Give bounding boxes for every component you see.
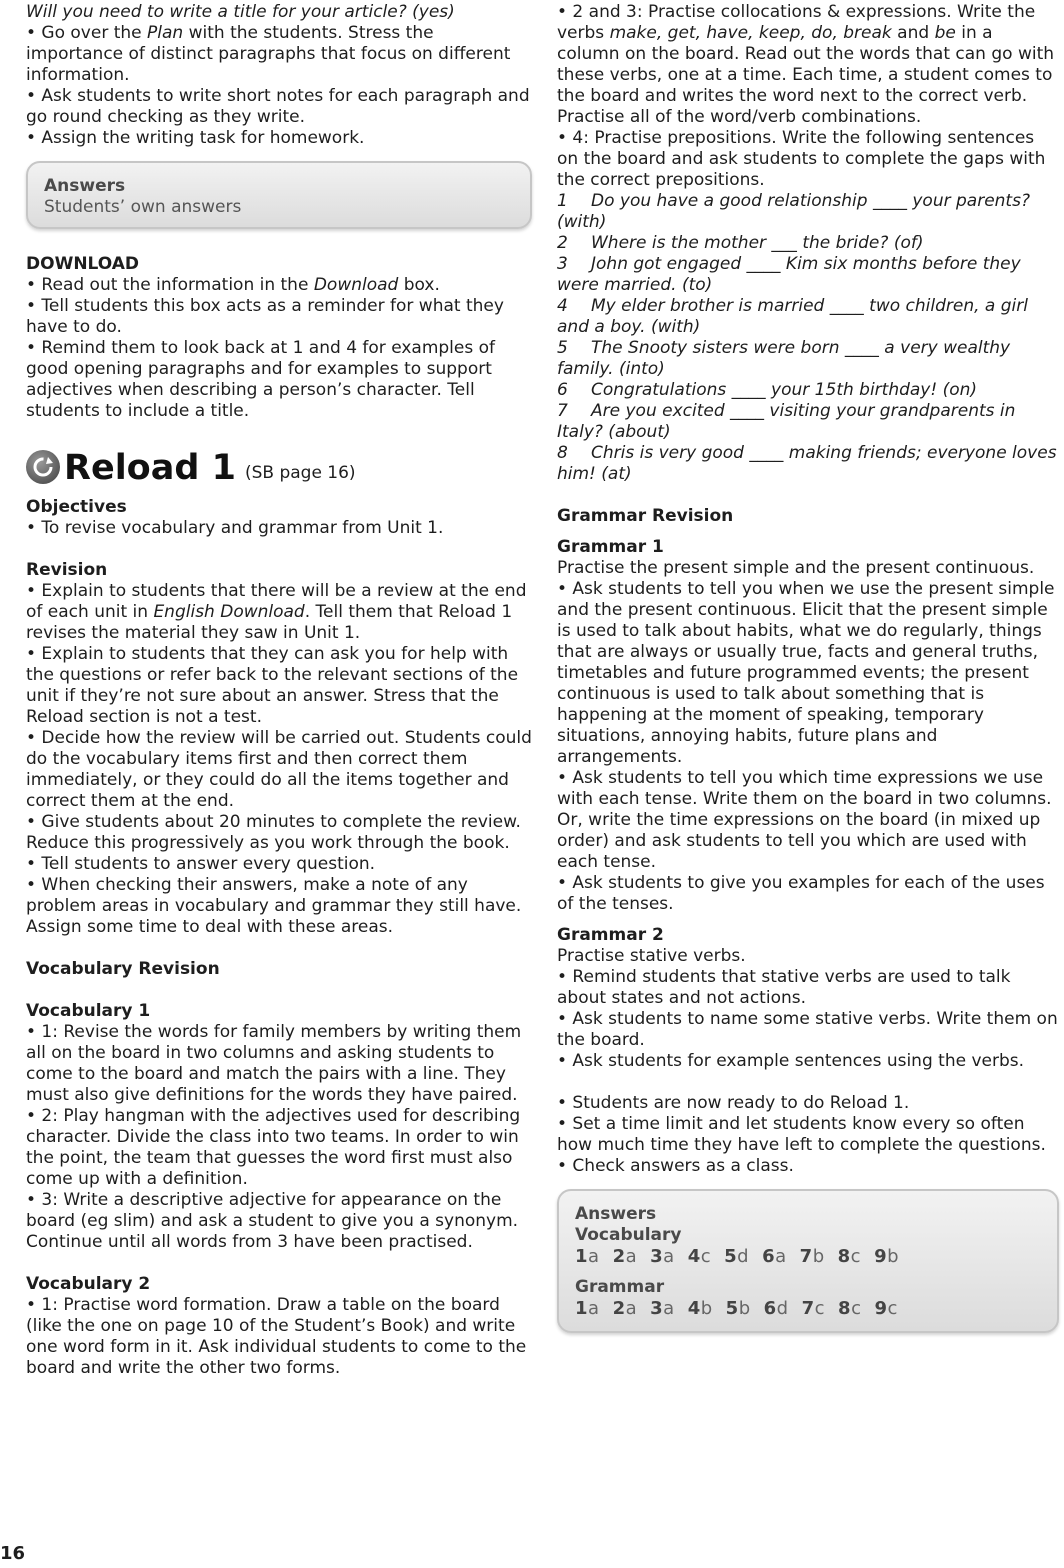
prepositions-list (557, 191, 1059, 485)
grammar2-heading: Grammar 2 (557, 925, 664, 945)
list-item: 1 Do you have a good relationship ____ your parents? (with) (557, 191, 1030, 232)
grammar2-p2: • Ask students to name some stative verbs. Write them on the board. (557, 1009, 1058, 1050)
download-heading: DOWNLOAD (26, 254, 140, 274)
revision-p2: • Explain to students that they can ask you for help with the questions or refer back to the relevant sections of the unit if they’re not sure about an answer. Stress that the Reload section is not a test. (26, 644, 519, 727)
revision-p5: • Tell students to answer every question. (26, 854, 376, 874)
grammar-revision-heading: Grammar Revision (557, 506, 734, 526)
reload-subtitle: (SB page 16) (244, 463, 356, 483)
page-number: 16 (0, 1543, 26, 1564)
list-item: 7 Are you excited ____ visiting your grandparents in Italy? (about) (557, 401, 1016, 442)
final-p3: • Check answers as a class. (557, 1156, 794, 1176)
vocab1-p3: • 3: Write a descriptive adjective for appearance on the board (eg slim) and ask a student to give you a synonym. Continue until all words from 3 have been practised. (26, 1190, 519, 1252)
collocations-paragraph: • 2 and 3: Practise collocations & expressions. Write the verbs make, get, have, keep, do, break and be in a column on the board. Read out the words that can go with these verbs, one at a time. Each time, a student comes to the board and writes the word next to the correct verb. Practise all of the word/verb combinations. (557, 2, 1055, 127)
vocab2-heading: Vocabulary 2 (26, 1274, 151, 1294)
reload-icon (26, 450, 60, 484)
final-p1: • Students are now ready to do Reload 1. (557, 1093, 910, 1113)
list-item: 2 Where is the mother ___ the bride? (of) (557, 233, 924, 253)
download-p2: • Tell students this box acts as a reminder for what they have to do. (26, 296, 504, 337)
vocabulary-answers-heading: Vocabulary (575, 1225, 682, 1245)
list-item: 3 John got engaged ____ Kim six months before they were married. (to) (557, 254, 1021, 295)
revision-heading: Revision (26, 560, 108, 580)
vocab1-p2: • 2: Play hangman with the adjectives used for describing character. Divide the class into two teams. In order to win the point, the team that guesses the word first must also come up with a definition. (26, 1106, 521, 1189)
answers-box-2 (557, 1189, 1059, 1333)
revision-p6: • When checking their answers, make a note of any problem areas in vocabulary and grammar they still have. Assign some time to deal with these areas. (26, 875, 522, 937)
answers-box-1 (26, 161, 532, 229)
revision-p4: • Give students about 20 minutes to complete the review. Reduce this progressively as you work through the book. (26, 812, 521, 853)
revision-p1: • Explain to students that there will be a review at the end of each unit in English Download. Tell them that Reload 1 revises the material they saw in Unit 1. (26, 581, 527, 643)
download-p3: • Remind them to look back at 1 and 4 for examples of good opening paragraphs and for examples to support adjectives when describing a person’s character. Tell students to include a title. (26, 338, 496, 421)
grammar1-p3: • Ask students to give you examples for each of the uses of the tenses. (557, 873, 1045, 914)
left-column (26, 2, 532, 1379)
list-item: 5 The Snooty sisters were born ____ a very wealthy family. (into) (557, 338, 1011, 379)
revision-p3: • Decide how the review will be carried out. Students could do the vocabulary items first and then correct them immediately, or they could do all the items together and correct them at the end. (26, 728, 532, 811)
reload-title: Reload 1 (64, 448, 236, 488)
objectives-text: • To revise vocabulary and grammar from Unit 1. (26, 518, 444, 538)
vocabulary-answer-key: 1a 2a 3a 4c 5d 6a 7b 8c 9b (575, 1246, 900, 1267)
vocab2-p1: • 1: Practise word formation. Draw a table on the board (like the one on page 10 of the Student’s Book) and write one word form in it. Ask individual students to come to the board and write the other two forms. (26, 1295, 527, 1378)
final-p2: • Set a time limit and let students know every so often how much time they have left to complete the questions. (557, 1114, 1046, 1155)
vocab1-heading: Vocabulary 1 (26, 1001, 151, 1021)
list-item: 6 Congratulations ____ your 15th birthday! (on) (557, 380, 978, 400)
objectives-heading: Objectives (26, 497, 127, 517)
grammar1-p1: • Ask students to tell you when we use the present simple and the present continuous. Elicit that the present simple is used to talk about habits, what we do regularly, things that are always or usually true, facts and general truths, timetables and future programmed events; the present continuous is used to talk about something that is happening at the moment of speaking, temporary situations, annoying habits, future plans and arrangements. (557, 579, 1055, 767)
intro-question: Will you need to write a title for your article? (yes) (26, 2, 455, 22)
vocab-revision-heading: Vocabulary Revision (26, 959, 220, 979)
grammar-answer-key: 1a 2a 3a 4b 5b 6d 7c 8c 9c (575, 1298, 898, 1319)
grammar1-p2: • Ask students to tell you which time expressions we use with each tense. Write them on the board in two columns. Or, write the time expressions on the board (in mixed up order) and ask students to tell you which are used with each tense. (557, 768, 1052, 872)
answers-text: Students’ own answers (44, 197, 242, 217)
answers-heading: Answers (44, 176, 126, 196)
list-item: 8 Chris is very good ____ making friends; everyone loves him! (at) (557, 443, 1057, 484)
grammar2-p0: Practise stative verbs. (557, 946, 746, 966)
grammar2-p1: • Remind students that stative verbs are used to talk about states and not actions. (557, 967, 1011, 1008)
prepositions-intro: • 4: Practise prepositions. Write the following sentences on the board and ask students to complete the gaps with the correct prepositions. (557, 128, 1046, 190)
answers-heading: Answers (575, 1204, 657, 1224)
reload-heading (26, 444, 532, 488)
intro-homework: • Assign the writing task for homework. (26, 128, 365, 148)
right-column (557, 2, 1059, 1333)
grammar2-p3: • Ask students for example sentences using the verbs. (557, 1051, 1025, 1071)
vocab1-p1: • 1: Revise the words for family members by writing them all on the board in two columns and asking students to come to the board and match the pairs with a line. They must also give definitions for the words they have paired. (26, 1022, 522, 1105)
download-p1: • Read out the information in the Download box. (26, 275, 440, 295)
grammar1-heading: Grammar 1 (557, 537, 664, 557)
intro-plan: • Go over the Plan with the students. Stress the importance of distinct paragraphs that focus on different information. (26, 23, 511, 85)
list-item: 4 My elder brother is married ____ two children, a girl and a boy. (with) (557, 296, 1028, 337)
grammar-answers-heading: Grammar (575, 1277, 665, 1297)
intro-notes: • Ask students to write short notes for each paragraph and go round checking as they write. (26, 86, 530, 127)
grammar1-p0: Practise the present simple and the present continuous. (557, 558, 1035, 578)
